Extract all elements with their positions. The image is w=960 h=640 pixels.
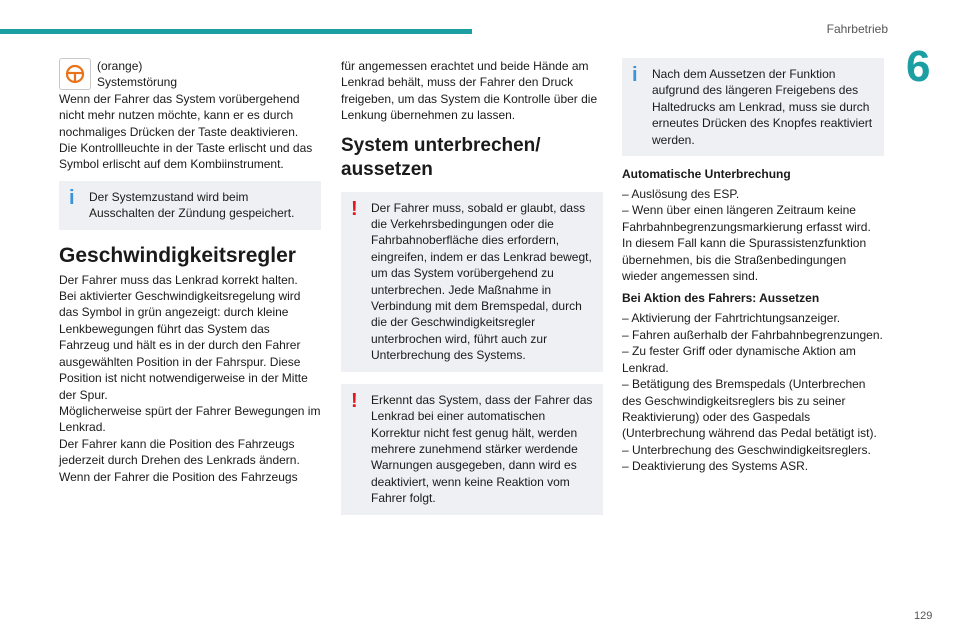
list-item: – Wenn über einen längeren Zeitraum keine Fahrbahnbegrenzungsmarkierung erfasst wird. — [622, 203, 871, 234]
paragraph: Wenn der Fahrer das System vorübergehend nicht mehr nutzen möchte, kann er es durch nochmaliges Drücken der Taste deaktivieren. — [59, 91, 300, 139]
list — [622, 186, 884, 284]
exclamation-icon: ! — [351, 389, 358, 412]
paragraph: Bei aktivierter Geschwindigkeitsregelung wird das Symbol in grün angezeigt: durch kleine Lenkbewegungen führt das System das Fahrzeug und hält es in der durch den Fahrer ausgewählten Position in der Fahrspur. Diese Position ist nicht notwendigerweise in der Mitte der Spur. — [59, 289, 308, 402]
info-box — [59, 181, 321, 230]
list-item: – Deaktivierung des Systems ASR. — [622, 459, 809, 474]
list — [622, 310, 884, 474]
paragraph: Möglicherweise spürt der Fahrer Bewegungen im Lenkrad. — [59, 403, 321, 435]
info-text: Der Systemzustand wird beim Ausschalten der Zündung gespeichert. — [89, 189, 295, 221]
status-label: Systemstörung — [97, 75, 178, 90]
paragraph: Wenn der Fahrer die Position des Fahrzeugs — [59, 469, 298, 484]
info-icon: i — [632, 64, 638, 86]
subheading: Bei Aktion des Fahrers: Aussetzen — [622, 291, 820, 306]
warning-box — [341, 192, 603, 372]
column-left — [59, 58, 321, 485]
chapter-number: 6 — [906, 42, 931, 91]
subheading: Automatische Unterbrechung — [622, 167, 791, 182]
header-bar — [0, 29, 472, 34]
status-color: (orange) — [97, 59, 143, 73]
list-item: – Aktivierung der Fahrtrichtungsanzeiger. — [622, 311, 841, 326]
paragraph: Der Fahrer kann die Position des Fahrzeugs jederzeit durch Drehen des Lenkrads ändern. — [59, 436, 300, 468]
steering-wheel-warning-icon — [59, 58, 91, 90]
warning-text: Der Fahrer muss, sobald er glaubt, dass die Verkehrsbedingungen oder die Fahrbahnoberfläche dies erfordern, eingreifen, indem er das Lenkrad bewegt, um das System vorübergehend zu unterbrechen. Jede Maßnahme in Verbindung mit dem Bremspedal, durch die der Geschwindigkeitsregler unterbrochen wird, führt auch zur Unterbrechung des Systems. — [371, 200, 592, 363]
column-middle — [341, 58, 603, 515]
column-right — [622, 58, 884, 475]
heading: Geschwindigkeitsregler — [59, 243, 296, 267]
section-title: Fahrbetrieb — [826, 22, 888, 36]
warning-text: Erkennt das System, dass der Fahrer das Lenkrad bei einer automatischen Korrektur nicht fest genug hält, werden mehrere zunehmend stärker werdende Warnungen ausgegeben, dann wird es deaktiviert, wenn keine Reaktion vom Fahrer folgt. — [371, 392, 593, 506]
paragraph: für angemessen erachtet und beide Hände am Lenkrad behält, muss der Fahrer den Druck freigeben, um das System die Kontrolle über die Lenkung übernehmen zu lassen. — [341, 59, 598, 123]
paragraph: Die Kontrollleuchte in der Taste erlischt und das Symbol erlischt auf dem Kombiinstrument. — [59, 141, 313, 172]
info-text: Nach dem Aussetzen der Funktion aufgrund des längeren Freigebens des Haltedrucks am Lenkrad, muss sie durch erneutes Drücken des Knopfes reaktiviert werden. — [652, 67, 873, 147]
list-item: – Auslösung des ESP. — [622, 187, 740, 202]
paragraph: Der Fahrer muss das Lenkrad korrekt halten. — [59, 272, 298, 287]
info-icon: i — [69, 186, 75, 209]
heading: System unterbrechen/ aussetzen — [341, 134, 541, 180]
warning-box — [341, 384, 603, 515]
list-item: – Unterbrechung des Geschwindigkeitsreglers. — [622, 442, 871, 457]
exclamation-icon: ! — [351, 197, 358, 220]
list-item: – Fahren außerhalb der Fahrbahnbegrenzungen. — [622, 327, 883, 342]
paragraph: In diesem Fall kann die Spurassistenzfunktion übernehmen, bis die Straßenbedingungen wieder angemessen sind. — [622, 236, 867, 284]
list-item: – Zu fester Griff oder dynamische Aktion am Lenkrad. — [622, 344, 856, 375]
list-item: – Betätigung des Bremspedals (Unterbrechen des Geschwindigkeitsreglers bis zu seiner Reaktivierung) oder des Gaspedals (Unterbrechung während das Pedal betätigt ist). — [622, 377, 877, 441]
status-entry — [59, 58, 321, 91]
info-box — [622, 58, 884, 156]
page-number: 129 — [914, 610, 933, 622]
